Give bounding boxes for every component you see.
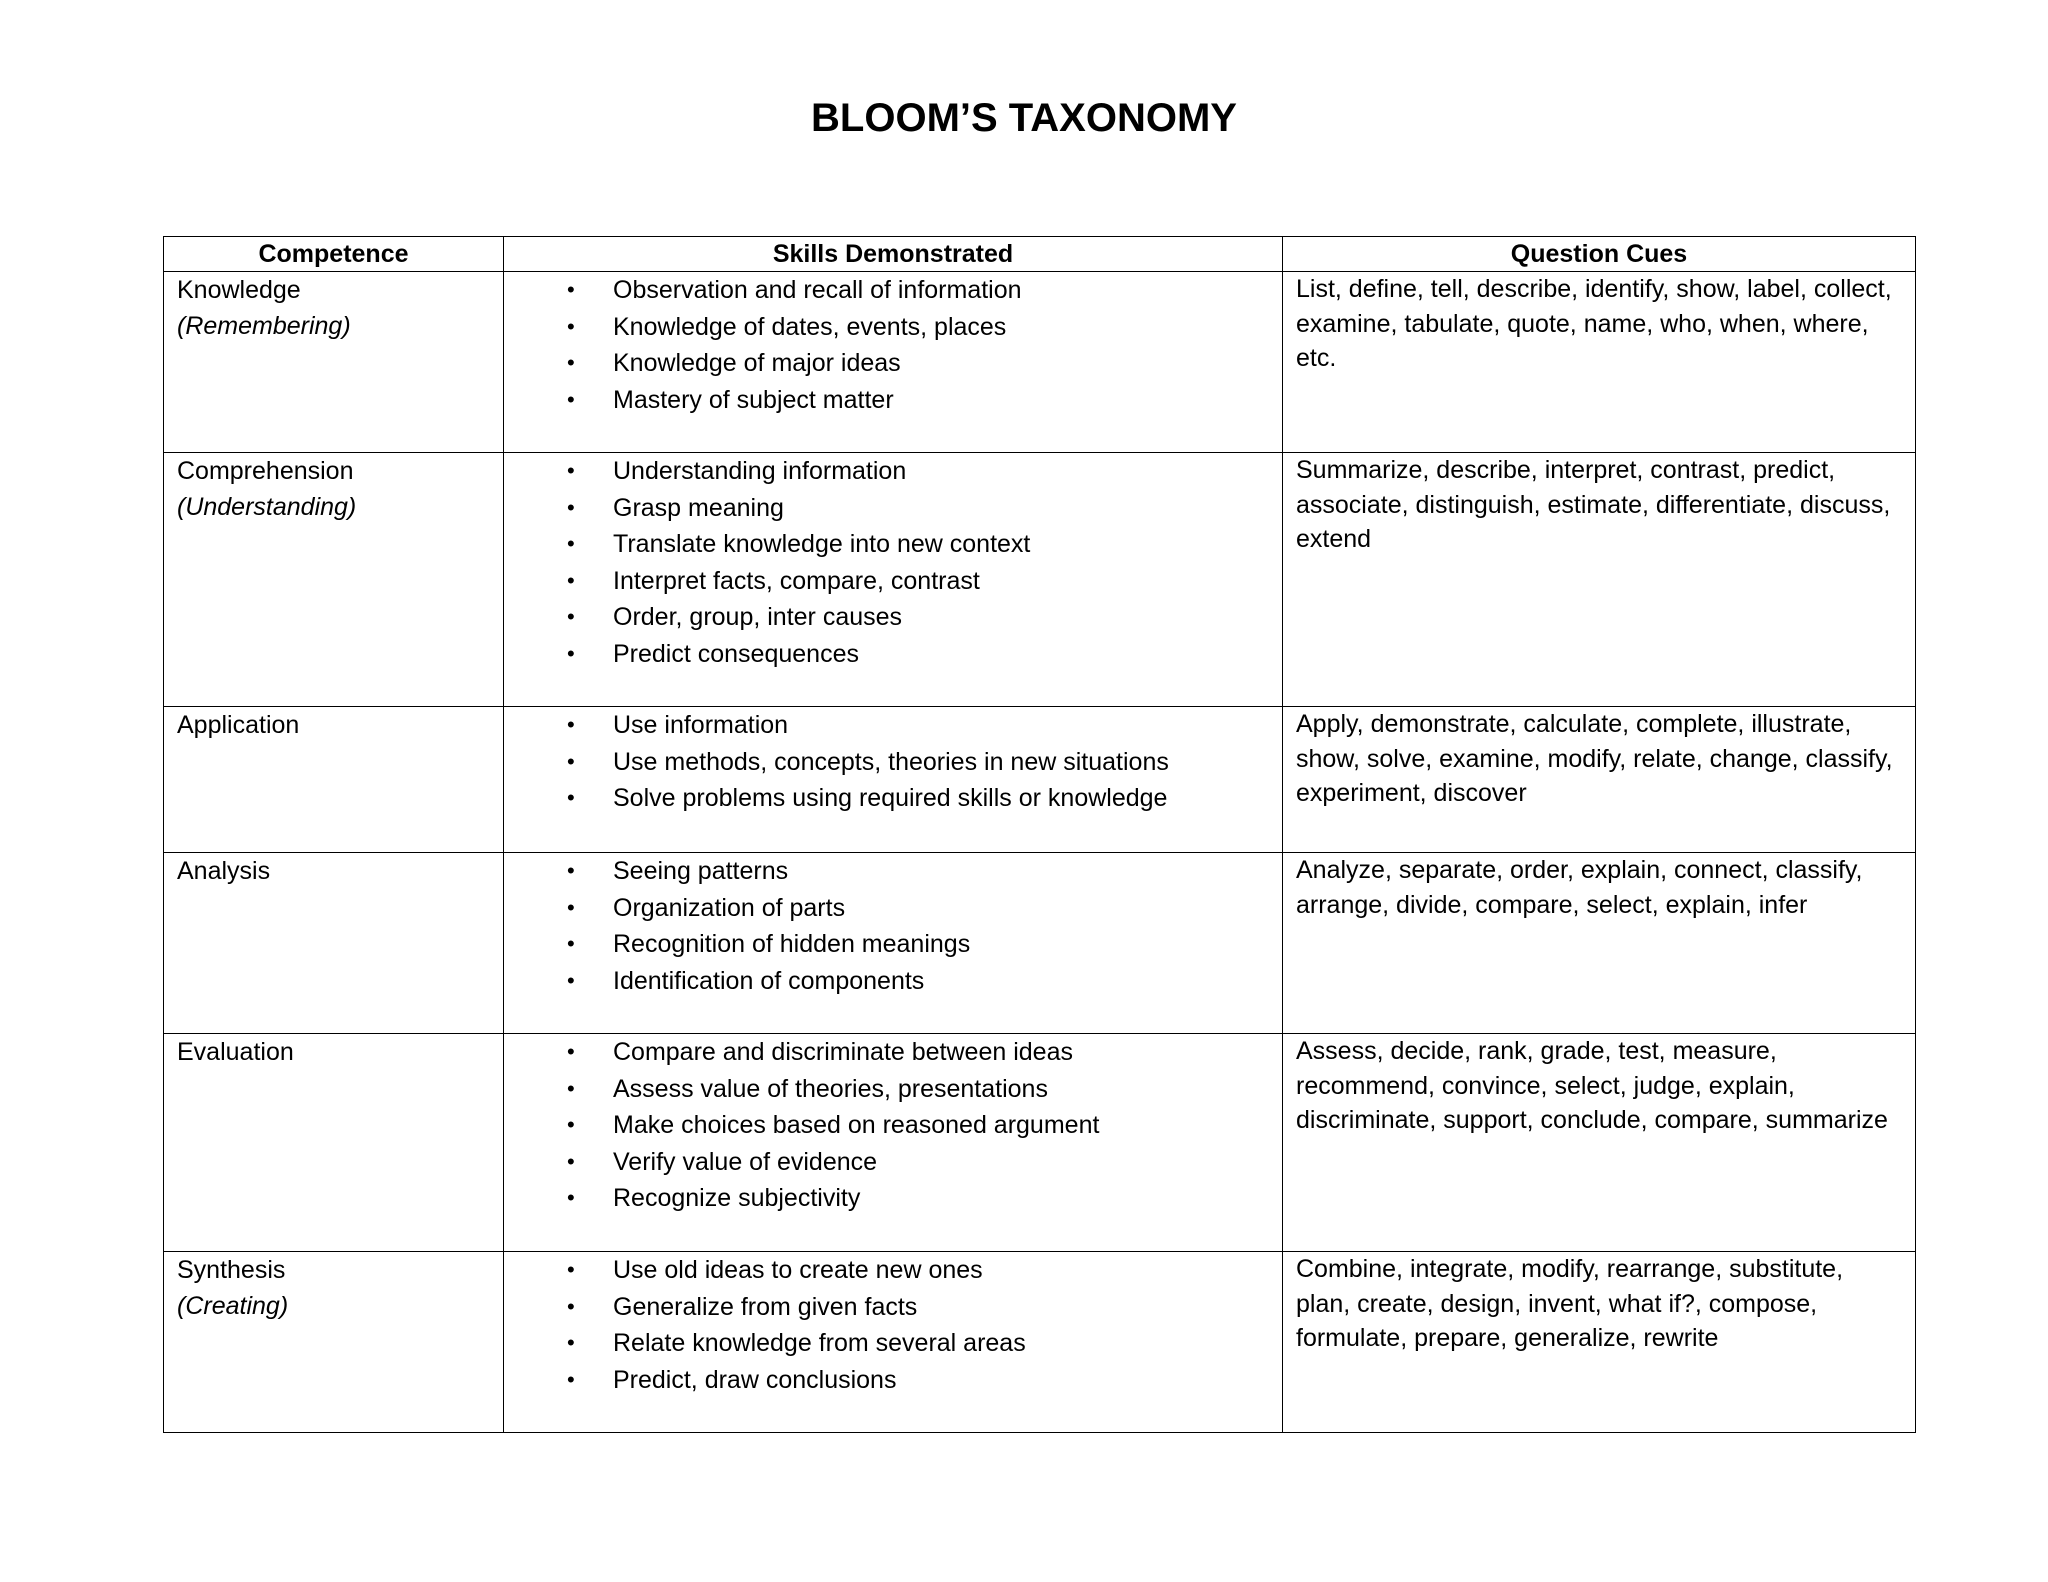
cues-cell xyxy=(1283,1252,1916,1433)
competence-name: Evaluation xyxy=(177,1038,294,1066)
skill-text: Mastery of subject matter xyxy=(613,385,894,414)
skill-item xyxy=(567,1325,1269,1362)
skills-cell xyxy=(504,1252,1283,1433)
bullet-icon: • xyxy=(567,894,575,920)
bullet-icon: • xyxy=(567,1148,575,1174)
skills-list xyxy=(517,272,1269,418)
skills-cell xyxy=(504,453,1283,707)
competence-name: Synthesis xyxy=(177,1256,286,1284)
competence-cell xyxy=(164,1034,504,1252)
bullet-icon: • xyxy=(567,1257,575,1282)
bullet-icon: • xyxy=(567,858,575,883)
table-row-synthesis xyxy=(164,1252,1916,1433)
table-row-analysis xyxy=(164,853,1916,1034)
bullet-icon: • xyxy=(567,531,575,556)
skill-item xyxy=(567,1107,1269,1144)
header-skills-demonstrated: Skills Demonstrated xyxy=(504,237,1283,272)
competence-name: Analysis xyxy=(177,857,271,885)
skill-item xyxy=(567,309,1269,346)
question-cues-text: Apply, demonstrate, calculate, complete, illustrate, show, solve, examine, modify, relate, change, classify, experiment, discover xyxy=(1296,710,1893,807)
bullet-icon: • xyxy=(567,1075,575,1101)
header-competence: Competence xyxy=(164,237,504,272)
competence-cell xyxy=(164,272,504,453)
skill-text: Recognize subjectivity xyxy=(613,1184,861,1212)
table-row-evaluation xyxy=(164,1034,1916,1252)
table-row-knowledge xyxy=(164,272,1916,453)
skill-text: Verify value of evidence xyxy=(613,1147,878,1176)
skill-item xyxy=(567,744,1269,781)
bullet-icon: • xyxy=(567,785,575,810)
bullet-icon: • xyxy=(567,712,575,737)
skill-text: Solve problems using required skills or knowledge xyxy=(613,784,1168,812)
bullet-icon: • xyxy=(567,458,575,483)
skill-item xyxy=(567,345,1269,382)
skill-item xyxy=(567,926,1269,963)
skill-text: Compare and discriminate between ideas xyxy=(613,1038,1073,1066)
competence-cell xyxy=(164,707,504,853)
skill-item xyxy=(567,599,1269,636)
bullet-icon: • xyxy=(567,494,575,520)
skill-text: Order, group, inter causes xyxy=(613,603,903,631)
skill-text: Interpret facts, compare, contrast xyxy=(613,566,980,595)
bullet-icon: • xyxy=(567,604,575,629)
skill-text: Recognition of hidden meanings xyxy=(613,930,971,958)
bullet-icon: • xyxy=(567,313,575,339)
skill-text: Translate knowledge into new context xyxy=(613,530,1031,558)
skill-text: Use information xyxy=(613,711,789,739)
cues-cell xyxy=(1283,453,1916,707)
skill-text: Knowledge of major ideas xyxy=(613,349,901,377)
skills-list xyxy=(517,1034,1269,1217)
skill-text: Grasp meaning xyxy=(613,493,784,522)
bullet-icon: • xyxy=(567,640,575,666)
skill-text: Generalize from given facts xyxy=(613,1292,918,1321)
competence-name: Knowledge xyxy=(177,276,301,304)
cues-cell xyxy=(1283,853,1916,1034)
question-cues-text: Summarize, describe, interpret, contrast, predict, associate, distinguish, estimate, differentiate, discuss, extend xyxy=(1296,456,1891,553)
skills-cell xyxy=(504,1034,1283,1252)
skills-list xyxy=(517,707,1269,817)
skills-cell xyxy=(504,707,1283,853)
skill-text: Predict, draw conclusions xyxy=(613,1365,897,1394)
skills-cell xyxy=(504,853,1283,1034)
competence-alt-name: (Creating) xyxy=(177,1292,289,1320)
skill-item xyxy=(567,1289,1269,1326)
bullet-icon: • xyxy=(567,1185,575,1210)
competence-name: Application xyxy=(177,711,300,739)
skill-item xyxy=(567,1252,1269,1289)
bullet-icon: • xyxy=(567,931,575,956)
skill-text: Assess value of theories, presentations xyxy=(613,1074,1048,1103)
bullet-icon: • xyxy=(567,386,575,412)
skill-text: Identification of components xyxy=(613,966,925,995)
question-cues-text: Analyze, separate, order, explain, connect, classify, arrange, divide, compare, select, explain, infer xyxy=(1296,856,1863,919)
skill-item xyxy=(567,780,1269,817)
competence-name: Comprehension xyxy=(177,457,354,485)
cues-cell xyxy=(1283,1034,1916,1252)
bullet-icon: • xyxy=(567,1293,575,1319)
page-title: BLOOM’S TAXONOMY xyxy=(811,96,1237,140)
skills-cell xyxy=(504,272,1283,453)
skill-item xyxy=(567,636,1269,673)
skill-text: Use old ideas to create new ones xyxy=(613,1256,983,1284)
bullet-icon: • xyxy=(567,1366,575,1392)
question-cues-text: Combine, integrate, modify, rearrange, substitute, plan, create, design, invent, what if?, compose, formulate, prepare, generalize, rewrite xyxy=(1296,1255,1844,1352)
skills-list xyxy=(517,1252,1269,1398)
table-row-application xyxy=(164,707,1916,853)
skill-text: Organization of parts xyxy=(613,893,846,922)
competence-cell xyxy=(164,1252,504,1433)
skill-text: Relate knowledge from several areas xyxy=(613,1329,1026,1357)
skill-item xyxy=(567,526,1269,563)
skill-item xyxy=(567,1362,1269,1399)
skill-item xyxy=(567,272,1269,309)
competence-alt-name: (Remembering) xyxy=(177,312,351,340)
competence-cell xyxy=(164,453,504,707)
cues-cell xyxy=(1283,707,1916,853)
skill-text: Use methods, concepts, theories in new situations xyxy=(613,747,1169,776)
skill-item xyxy=(567,890,1269,927)
cues-cell xyxy=(1283,272,1916,453)
table-header-row xyxy=(164,237,1916,272)
skill-text: Knowledge of dates, events, places xyxy=(613,312,1007,341)
bullet-icon: • xyxy=(567,567,575,593)
skill-item xyxy=(567,453,1269,490)
skill-item xyxy=(567,1071,1269,1108)
question-cues-text: Assess, decide, rank, grade, test, measure, recommend, convince, select, judge, explain, discriminate, support, conclude, compare, summarize xyxy=(1296,1037,1888,1134)
skill-item xyxy=(567,382,1269,419)
table-row-comprehension xyxy=(164,453,1916,707)
table-body xyxy=(164,272,1916,1433)
bullet-icon: • xyxy=(567,1330,575,1355)
taxonomy-table xyxy=(163,236,1916,1433)
skill-item xyxy=(567,1180,1269,1217)
skill-item xyxy=(567,1144,1269,1181)
bullet-icon: • xyxy=(567,1039,575,1064)
skill-item xyxy=(567,563,1269,600)
skill-item xyxy=(567,1034,1269,1071)
header-question-cues: Question Cues xyxy=(1283,237,1916,272)
bullet-icon: • xyxy=(567,1112,575,1137)
skills-list xyxy=(517,453,1269,672)
bullet-icon: • xyxy=(567,748,575,774)
skill-text: Seeing patterns xyxy=(613,857,789,885)
bullet-icon: • xyxy=(567,350,575,375)
skill-text: Understanding information xyxy=(613,457,907,485)
question-cues-text: List, define, tell, describe, identify, show, label, collect, examine, tabulate, quote, name, who, when, where, etc. xyxy=(1296,275,1892,372)
bullet-icon: • xyxy=(567,967,575,993)
skills-list xyxy=(517,853,1269,999)
competence-alt-name: (Understanding) xyxy=(177,493,357,521)
skill-item xyxy=(567,963,1269,1000)
bullet-icon: • xyxy=(567,277,575,302)
competence-cell xyxy=(164,853,504,1034)
skill-item xyxy=(567,853,1269,890)
skill-text: Make choices based on reasoned argument xyxy=(613,1111,1100,1139)
skill-text: Predict consequences xyxy=(613,639,859,668)
skill-item xyxy=(567,490,1269,527)
skill-item xyxy=(567,707,1269,744)
skill-text: Observation and recall of information xyxy=(613,276,1022,304)
